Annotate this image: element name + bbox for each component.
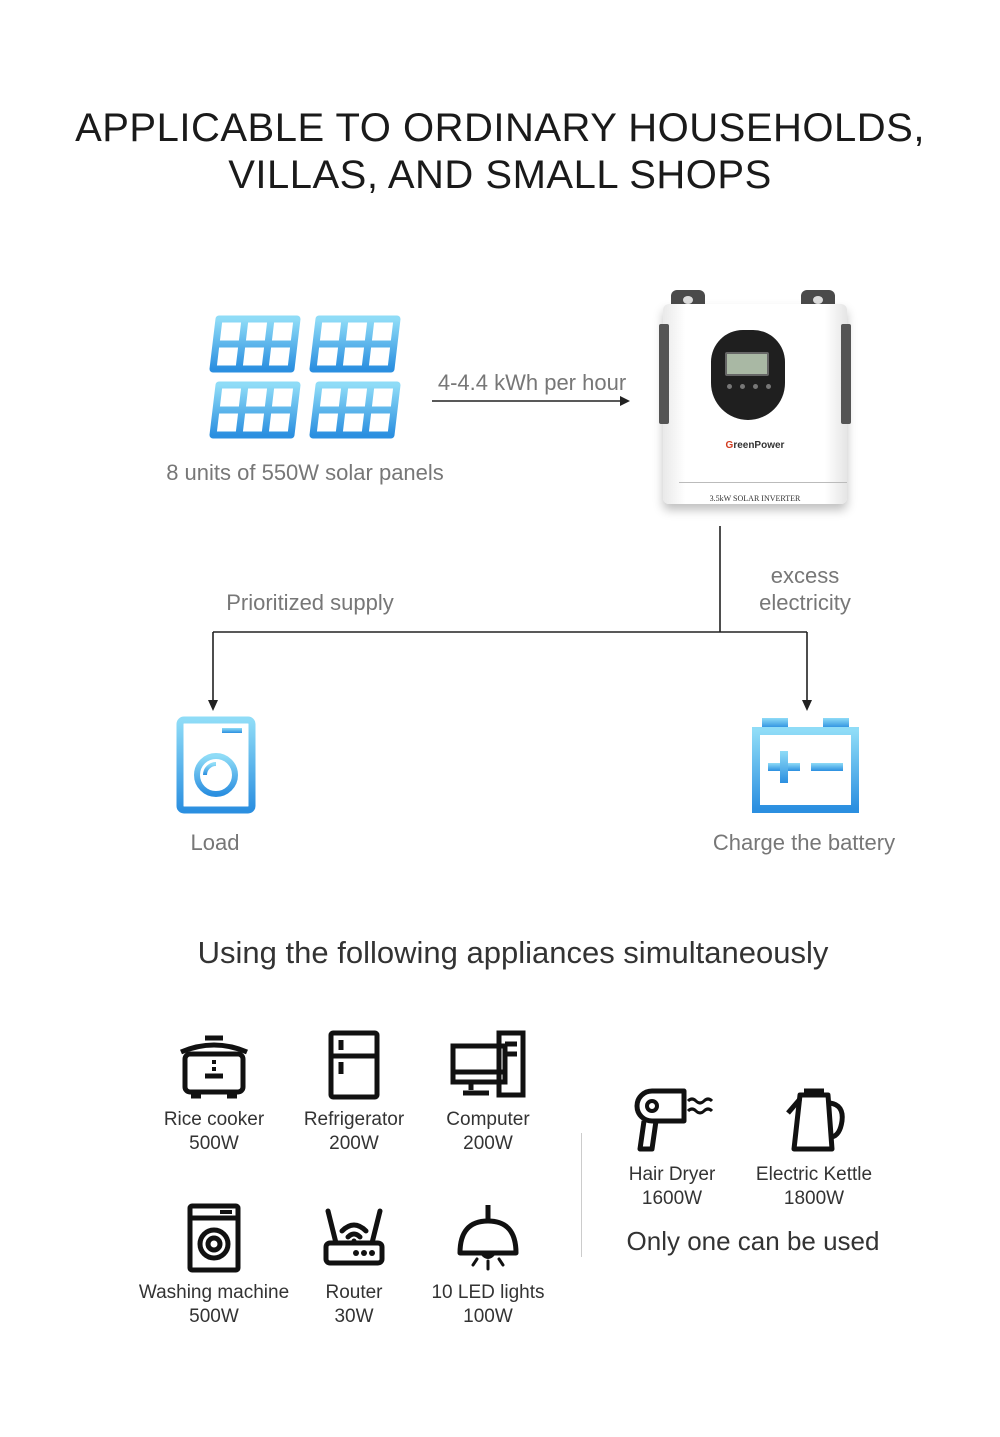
appliance-name: Washing machine: [138, 1282, 290, 1303]
washing-machine-icon: [175, 715, 257, 815]
appliance-power: 1800W: [783, 1188, 845, 1209]
router-icon: [322, 1203, 386, 1273]
solar-inverter: [655, 290, 855, 520]
flow-arrow: [430, 393, 635, 409]
appliance-name: Computer: [446, 1109, 530, 1130]
appliance-power: 200W: [329, 1133, 379, 1154]
solar-panels-label: 8 units of 550W solar panels: [166, 460, 444, 485]
appliance-name: Router: [325, 1282, 383, 1303]
refrigerator-icon: [326, 1030, 382, 1100]
appliance-router: [284, 1203, 424, 1329]
page-title-line-2: VILLAS, AND SMALL SHOPS: [228, 153, 772, 197]
appliance-power: 500W: [189, 1133, 239, 1154]
appliance-hair-dryer: [607, 1085, 737, 1211]
appliance-name: Electric Kettle: [755, 1164, 873, 1185]
appliance-power: 1600W: [641, 1188, 703, 1209]
flow-rate-label: 4-4.4 kWh per hour: [437, 370, 627, 395]
inverter-brand: GreenPower: [725, 440, 785, 451]
appliance-power: 500W: [189, 1306, 239, 1327]
computer-icon: [449, 1030, 527, 1100]
distribution-lines: [200, 520, 820, 715]
appliances-heading: Using the following appliances simultaneously: [197, 935, 829, 970]
appliance-name: Refrigerator: [303, 1109, 405, 1130]
appliance-computer: [418, 1030, 558, 1156]
lamp-icon: [455, 1203, 521, 1273]
appliance-name: 10 LED lights: [431, 1282, 545, 1303]
appliance-power: 30W: [334, 1306, 374, 1327]
appliance-led-lights: [418, 1203, 558, 1329]
load-label: Load: [190, 830, 240, 855]
appliance-electric-kettle: [744, 1085, 884, 1211]
excess-electricity-label: excess electricity: [759, 563, 851, 615]
inverter-control-panel: [711, 330, 785, 420]
appliance-name: Rice cooker: [163, 1109, 265, 1130]
battery-icon: [748, 715, 863, 815]
kettle-icon: [782, 1085, 846, 1155]
prioritized-supply-label: Prioritized supply: [226, 590, 394, 615]
lcd-screen: [725, 352, 769, 376]
charge-battery-label: Charge the battery: [712, 830, 896, 855]
solar-panel-icon: [205, 315, 405, 445]
appliance-power: 200W: [463, 1133, 513, 1154]
rice-cooker-icon: [177, 1030, 251, 1100]
column-divider: [581, 1133, 582, 1257]
appliance-power: 100W: [463, 1306, 513, 1327]
exclusive-note: Only one can be used: [626, 1226, 880, 1256]
appliance-refrigerator: [284, 1030, 424, 1156]
washing-machine-icon: [186, 1203, 242, 1273]
inverter-model: 3.5kW SOLAR INVERTER: [709, 494, 801, 503]
appliance-rice-cooker: [144, 1030, 284, 1156]
hair-dryer-icon: [630, 1085, 714, 1155]
page-title-line-1: APPLICABLE TO ORDINARY HOUSEHOLDS,: [75, 106, 925, 150]
appliance-washing-machine: [124, 1203, 304, 1329]
appliance-name: Hair Dryer: [628, 1164, 716, 1185]
inverter-body: [663, 304, 847, 504]
